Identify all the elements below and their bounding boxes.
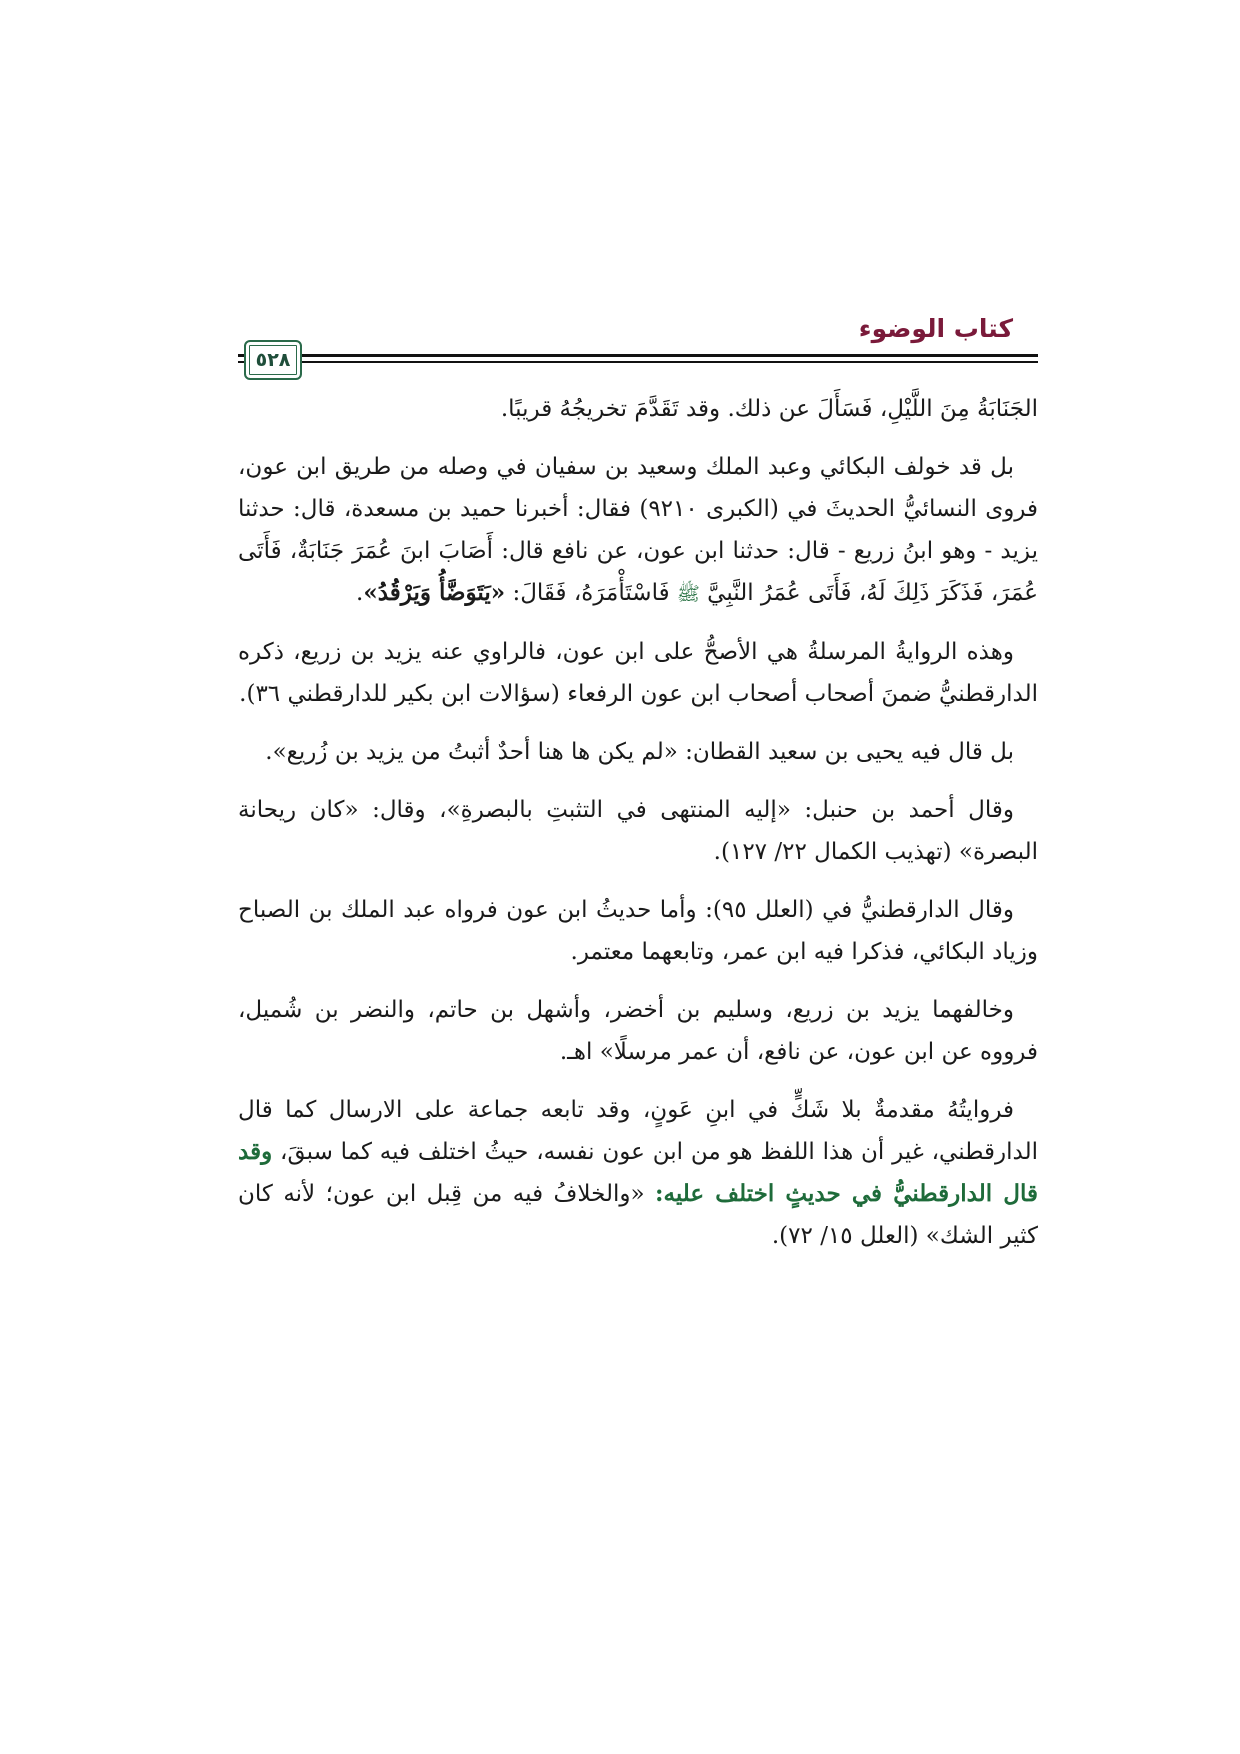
- paragraph-8: [238, 1089, 1038, 1257]
- paragraph-6: وقال الدارقطنيُّ في (العلل ٩٥): وأما حديثُ ابن عون فرواه عبد الملك بن الصباح وزياد البكائي، فذكرا فيه ابن عمر، وتابعهما معتمر.: [238, 897, 1038, 965]
- paragraph-7: وخالفهما يزيد بن زريع، وسليم بن أخضر، وأشهل بن حاتم، والنضر بن شُميل، فرووه عن ابن عون، عن نافع، أن عمر مرسلًا» اهـ.: [238, 997, 1038, 1065]
- paragraph-2-end: .: [356, 580, 364, 606]
- paragraph-1: الجَنَابَةُ مِنَ اللَّيْلِ، فَسَأَلَ عن ذلك. وقد تَقَدَّمَ تخريجُهُ قريبًا.: [500, 396, 1038, 422]
- page-header: [238, 308, 1038, 380]
- page-number: ٥٢٨: [255, 349, 291, 371]
- paragraph-2-text-2: فَاسْتَأْمَرَهُ، فَقَالَ:: [512, 580, 670, 606]
- header-rule-top: [238, 354, 1038, 357]
- paragraph-3: وهذه الروايةُ المرسلةُ هي الأصحُّ على ابن عون، فالراوي عنه يزيد بن زريع، ذكره الدارقطنيُّ ضمنَ أصحاب أصحاب ابن عون الرفعاء (سؤالات ابن بكير للدارقطني ٣٦).: [238, 639, 1038, 707]
- paragraph-8-end: «والخلافُ فيه من قِبل ابن عون؛ لأنه كان كثير الشك» (العلل ١٥/ ٧٢).: [238, 1181, 1038, 1249]
- salla-ligature-icon: ﷺ: [676, 583, 700, 605]
- paragraph-8-text: فروايتُهُ مقدمةٌ بلا شَكٍّ في ابنِ عَونٍ، وقد تابعه جماعة على الارسال كما قال الدارقطني، غير أن هذا اللفظ هو من ابن عون نفسه، حيثُ اختلف فيه كما سبقَ،: [238, 1097, 1039, 1165]
- paragraph-2-text: بل قد خولف البكائي وعبد الملك وسعيد بن سفيان في وصله من طريق ابن عون، فروى النسائيُّ الحديثَ في (الكبرى ٩٢١٠) فقال: أخبرنا حميد بن مسعدة، قال: حدثنا يزيد - وهو ابنُ زريع - قال: حدثنا ابن عون، عن نافع قال: أَصَابَ ابنَ عُمَرَ جَنَابَةٌ، فَأَتَى عُمَرَ، فَذَكَرَ ذَلِكَ لَهُ، فَأَتَى عُمَرُ النَّبِيَّ: [238, 454, 1038, 606]
- page-body: [238, 388, 1038, 1273]
- paragraph-5: وقال أحمد بن حنبل: «إليه المنتهى في التثبتِ بالبصرةِ»، وقال: «كان ريحانة البصرة» (تهذيب الكمال ٢٢/ ١٢٧).: [238, 797, 1038, 865]
- paragraph-2: [238, 446, 1038, 615]
- paragraph-4: بل قال فيه يحيى بن سعيد القطان: «لم يكن ها هنا أحدٌ أثبتُ من يزيد بن زُريع».: [265, 739, 1014, 765]
- header-rule-bottom: [238, 361, 1038, 363]
- page-number-box: [244, 340, 302, 380]
- hadith-quote: «يَتَوَضَّأُ وَيَرْقُدُ»: [363, 579, 506, 606]
- highlighted-citation: وقد قال الدارقطنيُّ في حديثٍ اختلف عليه:: [238, 1138, 1039, 1207]
- chapter-title: كتاب الوضوء: [858, 314, 1013, 343]
